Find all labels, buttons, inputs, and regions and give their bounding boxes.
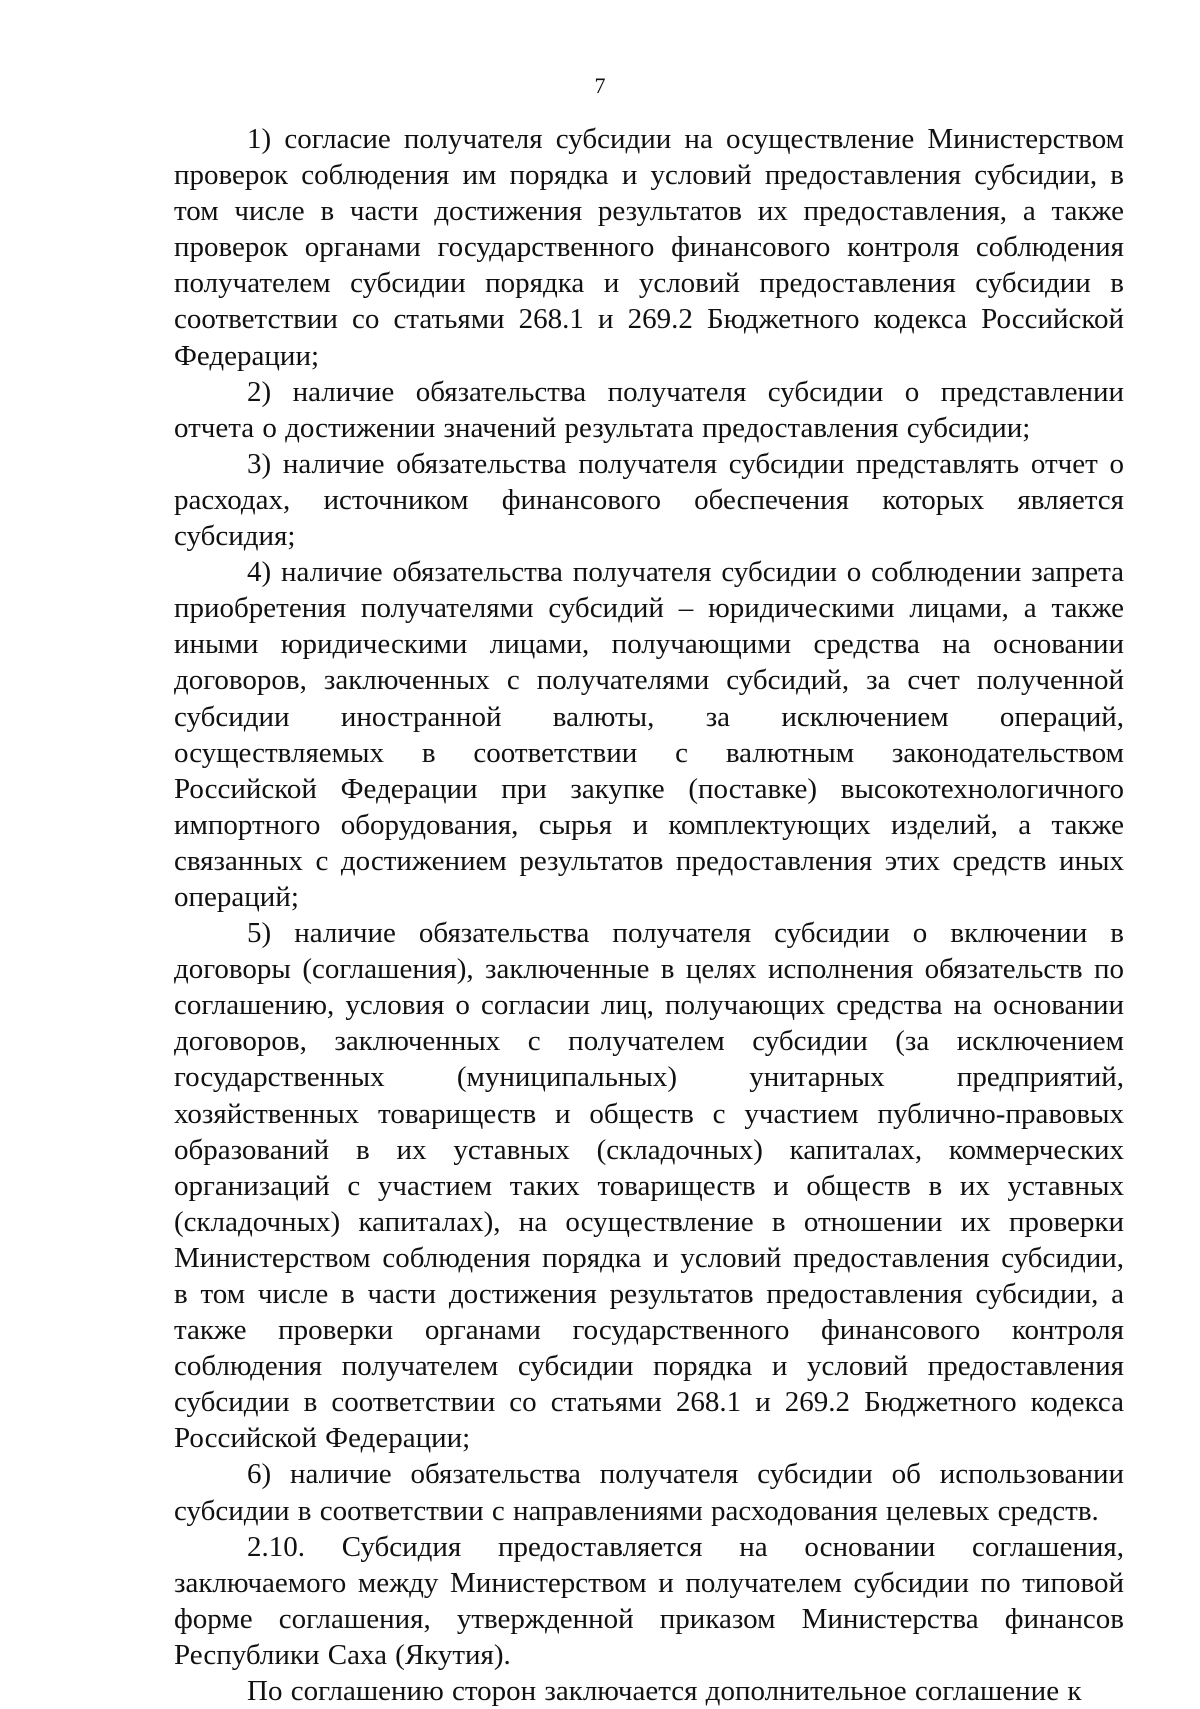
paragraph-agreement-continuation: По соглашению сторон заключается дополнительное соглашение к <box>247 1675 1082 1708</box>
document-body <box>174 121 1124 1709</box>
paragraph-item-3: 3) наличие обязательства получателя субсидии представлять отчет о расходах, источником финансового обеспечения которых является субсидия; <box>174 447 1124 553</box>
paragraph-item-6: 6) наличие обязательства получателя субсидии об использовании субсидии в соответствии с направлениями расходования целевых средств. <box>174 1458 1124 1527</box>
paragraph-2-10: 2.10. Субсидия предоставляется на основании соглашения, заключаемого между Министерством и получателем субсидии по типовой форме соглашения, утвержденной приказом Министерства финансов Республики Саха (Якутия). <box>174 1530 1124 1671</box>
paragraph-item-2: 2) наличие обязательства получателя субсидии о представлении отчета о достижении значений результата предоставления субсидии; <box>174 375 1124 444</box>
paragraph-item-4: 4) наличие обязательства получателя субсидии о соблюдении запрета приобретения получателями субсидий – юридическими лицами, а также иными юридическими лицами, получающими средства на основании договоров, заключенных с получателями субсидий, за счет полученной субсидии иностранной валюты, за исключением операций, осуществляемых в соответствии с валютным законодательством Российской Федерации при закупке (поставке) высокотехнологичного импортного оборудования, сырья и комплектующих изделий, а также связанных с достижением результатов предоставления этих средств иных операций; <box>174 556 1124 913</box>
paragraph-item-5: 5) наличие обязательства получателя субсидии о включении в договоры (соглашения), заключенные в целях исполнения обязательств по соглашению, условия о согласии лиц, получающих средства на основании договоров, заключенных с получателем субсидии (за исключением государственных (муниципальных) унитарных предприятий, хозяйственных товариществ и обществ с участием публично-правовых образований в их уставных (складочных) капиталах, коммерческих организаций с участием таких товариществ и обществ в их уставных (складочных) капиталах), на осуществление в отношении их проверки Министерством соблюдения порядка и условий предоставления субсидии, в том числе в части достижения результатов предоставления субсидии, а также проверки органами государственного финансового контроля соблюдения получателем субсидии порядка и условий предоставления субсидии в соответствии со статьями 268.1 и 269.2 Бюджетного кодекса Российской Федерации; <box>174 917 1124 1455</box>
page-number: 7 <box>594 73 606 98</box>
paragraph-item-1: 1) согласие получателя субсидии на осуществление Министерством проверок соблюдения им порядка и условий предоставления субсидии, в том числе в части достижения результатов их предоставления, а также проверок органами государственного финансового контроля соблюдения получателем субсидии порядка и условий предоставления субсидии в соответствии со статьями 268.1 и 269.2 Бюджетного кодекса Российской Федерации; <box>174 123 1124 372</box>
